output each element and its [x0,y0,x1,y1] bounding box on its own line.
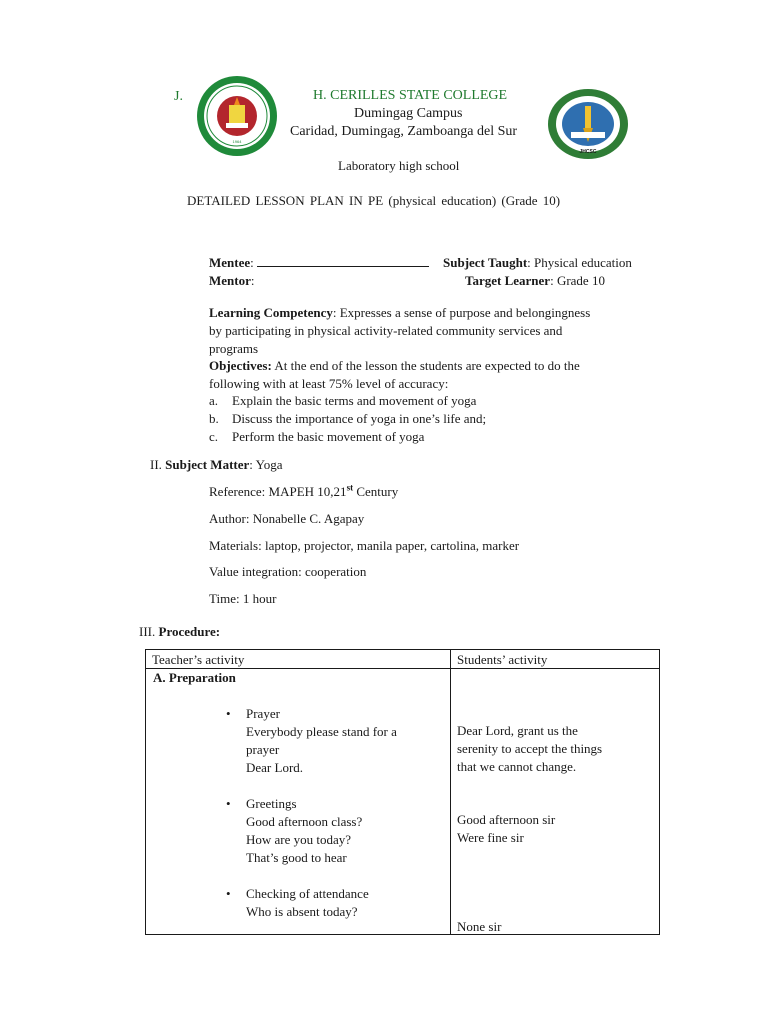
teacher-line: Prayer [246,706,280,721]
subject-matter-label: Subject Matter [165,457,250,472]
student-line: serenity to accept the things [457,741,603,756]
mentor-label: Mentor [209,273,251,288]
reference-text: Reference: MAPEH 10,21 [209,484,347,499]
learning-competency-line: programs [209,341,259,356]
campus-name: Dumingag Campus [354,106,463,121]
teacher-line: Who is absent today? [246,904,358,919]
student-line: that we cannot change. [457,759,577,774]
student-line: None sir [457,919,502,934]
teacher-line: Good afternoon class? [246,814,363,829]
subject-matter-value: : Yoga [249,457,283,472]
target-learner-value: : Grade 10 [550,273,605,288]
learning-competency-line: by participating in physical activity-related community services and [209,323,563,338]
objective-text: Explain the basic terms and movement of yoga [232,393,477,408]
teacher-activity-header: Teacher’s activity [152,652,245,667]
objectives-list [209,392,669,446]
procedure-heading [139,623,220,641]
teacher-education-seal [547,88,629,160]
objective-item [209,392,669,410]
student-line: Good afternoon sir [457,812,556,827]
student-line: Were fine sir [457,830,524,845]
section-numeral: III. [139,624,159,639]
document-title: DETAILED LESSON PLAN IN PE (physical education) (Grade 10) [187,193,561,208]
bullet-icon: • [226,886,231,901]
teacher-line: Dear Lord. [246,760,304,775]
learning-competency-line: : Expresses a sense of purpose and belongingness [332,305,591,320]
objective-item [209,410,669,428]
learning-competency [209,304,669,358]
student-line: Dear Lord, grant us the [457,723,578,738]
subject-taught-value: : Physical education [527,255,632,270]
mentee-label: Mentee [209,255,251,270]
college-name: H. CERILLES STATE COLLEGE [313,88,508,103]
header-letter: J. [174,89,183,104]
section-numeral: II. [150,457,166,472]
procedure-table [145,649,660,935]
teacher-line: Everybody please stand for a [246,724,397,739]
mentee-blank-line [257,254,429,267]
teacher-line: Greetings [246,796,297,811]
author-line: Author: Nonabelle C. Agapay [209,511,365,526]
teacher-line: prayer [246,742,280,757]
college-seal-left [196,75,278,157]
column-divider [450,650,451,934]
target-learner-label: Target Learner [465,273,551,288]
objective-marker: c. [209,429,219,444]
subject-matter-heading [150,456,283,474]
bullet-icon: • [226,796,231,811]
target-learner-field [465,272,605,290]
objective-item [209,428,669,446]
value-integration-line: Value integration: cooperation [209,564,367,579]
objective-marker: a. [209,393,219,408]
objectives-label: Objectives: [209,358,272,373]
mentee-field: Mentee: [209,254,429,272]
procedure-label: Procedure: [158,624,221,639]
svg-text:JHCSC: JHCSC [579,149,597,155]
subject-taught-label: Subject Taught [443,255,528,270]
objectives-line: following with at least 75% level of accuracy: [209,376,449,391]
subject-taught-field [443,254,632,272]
mentor-field: Mentor: [209,273,255,288]
college-address: Caridad, Dumingag, Zamboanga del Sur [290,124,518,139]
teacher-line: That’s good to hear [246,850,347,865]
school-name: Laboratory high school [338,158,460,173]
materials-line: Materials: laptop, projector, manila paper, cartolina, marker [209,538,520,553]
bullet-icon: • [226,706,231,721]
objective-text: Perform the basic movement of yoga [232,429,425,444]
reference-superscript: st [346,482,354,493]
objective-text: Discuss the importance of yoga in one’s life and; [232,411,487,426]
teacher-line: Checking of attendance [246,886,369,901]
reference-text-end: Century [353,484,399,499]
time-line: Time: 1 hour [209,591,277,606]
objectives-line: At the end of the lesson the students are expected to do the [271,358,580,373]
svg-text:1964: 1964 [232,139,242,144]
reference-line [209,483,398,501]
students-activity-header: Students’ activity [457,652,548,667]
learning-competency-label: Learning Competency [209,305,333,320]
preparation-heading: A. Preparation [153,670,236,685]
objectives [209,357,669,393]
teacher-line: How are you today? [246,832,352,847]
objective-marker: b. [209,411,219,426]
